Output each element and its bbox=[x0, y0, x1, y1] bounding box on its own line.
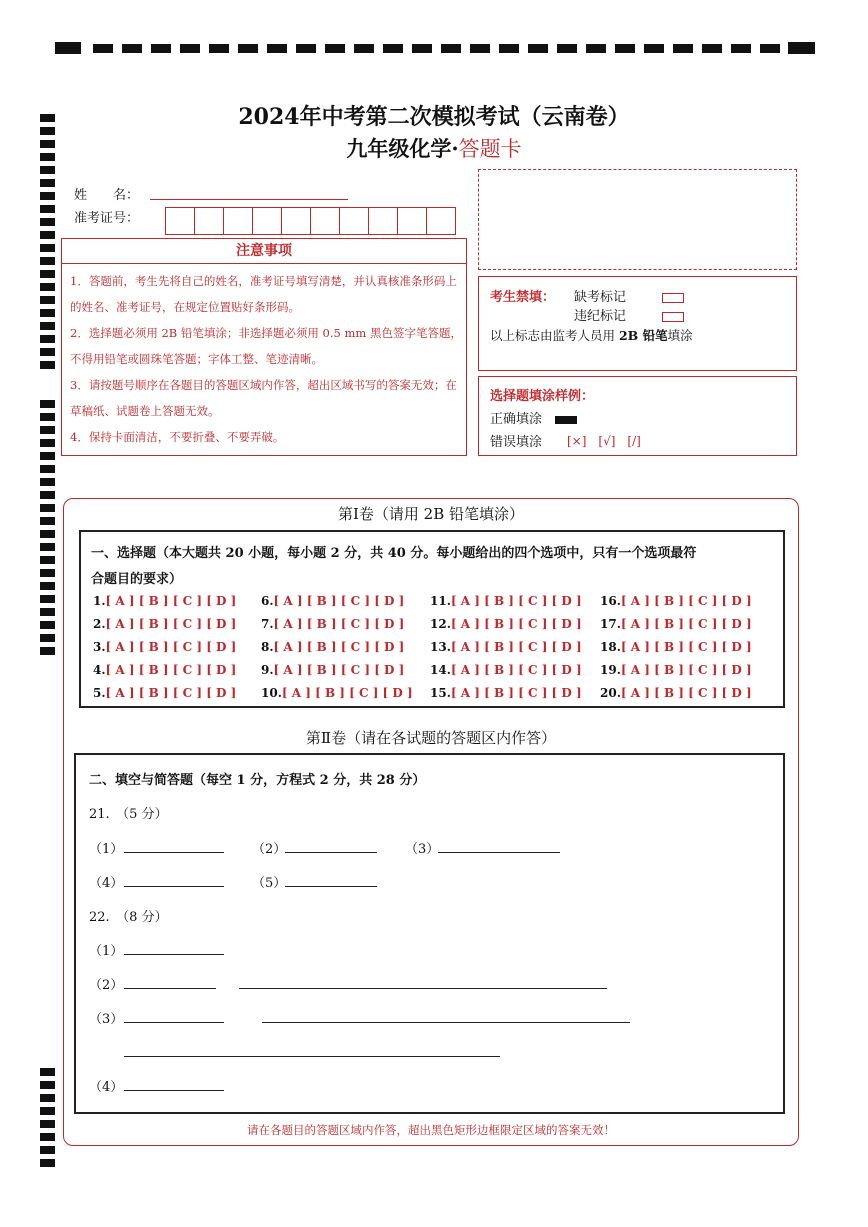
choice-number: 12. bbox=[430, 617, 451, 631]
q21-p1-label: （1） bbox=[89, 842, 124, 857]
notice-box bbox=[61, 263, 467, 456]
choice-number: 17. bbox=[600, 617, 621, 631]
barcode-area bbox=[478, 169, 797, 270]
choice-number: 7. bbox=[261, 617, 274, 631]
note-post: 填涂 bbox=[667, 328, 693, 343]
notice-item-1: 1．答题前，考生先将自己的姓名，准考证号填写清楚，并认真核准条形码上的姓名、准考证号，在规定位置贴好条形码。 bbox=[70, 274, 457, 314]
choice-row-13[interactable] bbox=[430, 640, 582, 654]
choice-row-6[interactable] bbox=[261, 594, 404, 608]
choice-options[interactable]: [ A ] [ B ] [ C ] [ D ] bbox=[105, 640, 237, 654]
choice-options[interactable]: [ A ] [ B ] [ C ] [ D ] bbox=[281, 686, 413, 700]
choice-number: 14. bbox=[430, 663, 451, 677]
part1-heading: 第Ⅰ卷（请用 2B 铅笔填涂） bbox=[337, 505, 525, 523]
choice-number: 18. bbox=[600, 640, 621, 654]
choice-options[interactable]: [ A ] [ B ] [ C ] [ D ] bbox=[450, 617, 582, 631]
notice-item-2: 2．选择题必须用 2B 铅笔填涂；非选择题必须用 0.5 mm 黑色签字笔答题，不得用铅笔或圆珠笔答题；字体工整、笔迹清晰。 bbox=[70, 326, 462, 366]
correct-fill-example bbox=[555, 409, 577, 428]
violation-label: 违纪标记 bbox=[574, 309, 627, 324]
sample-heading: 选择题填涂样例： bbox=[490, 389, 595, 404]
choice-row-11[interactable] bbox=[430, 594, 582, 608]
name-field[interactable] bbox=[150, 199, 348, 200]
choice-row-18[interactable] bbox=[600, 640, 752, 654]
q22-p4-blank[interactable] bbox=[124, 1090, 224, 1091]
page-title: 2024年中考第二次模拟考试（云南卷） bbox=[238, 104, 630, 130]
q22-p4-label: （4） bbox=[89, 1080, 124, 1095]
q21-p5-label: （5） bbox=[252, 876, 287, 891]
q21-p3-blank[interactable] bbox=[438, 852, 560, 853]
choice-number: 4. bbox=[93, 663, 106, 677]
choice-number: 1. bbox=[93, 594, 106, 608]
choice-number: 2. bbox=[93, 617, 106, 631]
timing-marks-top bbox=[55, 41, 815, 55]
choice-options[interactable]: [ A ] [ B ] [ C ] [ D ] bbox=[620, 640, 752, 654]
choice-options[interactable]: [ A ] [ B ] [ C ] [ D ] bbox=[273, 640, 405, 654]
forbidden-label: 考生禁填： bbox=[490, 290, 556, 305]
choice-options[interactable]: [ A ] [ B ] [ C ] [ D ] bbox=[273, 663, 405, 677]
q21-p4-blank[interactable] bbox=[124, 886, 224, 887]
violation-mark[interactable] bbox=[662, 306, 684, 325]
choice-row-9[interactable] bbox=[261, 663, 404, 677]
q22-p2-label: （2） bbox=[89, 978, 124, 993]
choice-number: 11. bbox=[430, 594, 451, 608]
choice-row-19[interactable] bbox=[600, 663, 752, 677]
choice-number: 19. bbox=[600, 663, 621, 677]
choice-number: 10. bbox=[261, 686, 282, 700]
choice-options[interactable]: [ A ] [ B ] [ C ] [ D ] bbox=[105, 686, 237, 700]
q22-p3-label: （3） bbox=[89, 1012, 124, 1027]
subtitle-main: 九年级化学· bbox=[346, 136, 459, 161]
choice-row-15[interactable] bbox=[430, 686, 582, 700]
correct-label: 正确填涂 bbox=[490, 412, 543, 427]
choice-number: 16. bbox=[600, 594, 621, 608]
section2-title: 二、填空与简答题（每空 1 分，方程式 2 分，共 28 分） bbox=[89, 773, 426, 788]
q21-label: 21. （5 分） bbox=[89, 807, 168, 822]
choice-number: 9. bbox=[261, 663, 274, 677]
forbidden-note bbox=[490, 326, 693, 344]
choice-instructions-2: 合题目的要求） bbox=[91, 572, 183, 587]
q22-p2-blank-a[interactable] bbox=[124, 988, 216, 989]
choice-row-17[interactable] bbox=[600, 617, 752, 631]
choice-number: 15. bbox=[430, 686, 451, 700]
absent-label: 缺考标记 bbox=[574, 290, 627, 305]
choice-row-1[interactable] bbox=[93, 594, 236, 608]
notice-item-4: 4．保持卡面清洁，不要折叠、不要弄破。 bbox=[70, 430, 285, 444]
choice-options[interactable]: [ A ] [ B ] [ C ] [ D ] bbox=[273, 594, 405, 608]
forbidden-box bbox=[478, 276, 797, 371]
q21-p2-blank[interactable] bbox=[285, 852, 377, 853]
written-answer-box bbox=[74, 753, 785, 1114]
q21-p5-blank[interactable] bbox=[285, 886, 377, 887]
choice-row-12[interactable] bbox=[430, 617, 582, 631]
q22-p2-blank-b[interactable] bbox=[239, 988, 607, 989]
choice-options[interactable]: [ A ] [ B ] [ C ] [ D ] bbox=[105, 663, 237, 677]
choice-row-14[interactable] bbox=[430, 663, 582, 677]
answer-section bbox=[63, 498, 799, 1146]
id-label: 准考证号： bbox=[74, 211, 140, 226]
wrong-label: 错误填涂 bbox=[490, 435, 543, 450]
fill-sample-box bbox=[478, 376, 797, 456]
notice-item-3: 3．请按题号顺序在各题目的答题区域内作答，超出区域书写的答案无效；在草稿纸、试题卷上答题无效。 bbox=[70, 378, 457, 418]
choice-number: 13. bbox=[430, 640, 451, 654]
q22-p3-blank-c[interactable] bbox=[124, 1056, 500, 1057]
choice-options[interactable]: [ A ] [ B ] [ C ] [ D ] bbox=[620, 686, 752, 700]
choice-options[interactable]: [ A ] [ B ] [ C ] [ D ] bbox=[450, 594, 582, 608]
choice-options[interactable]: [ A ] [ B ] [ C ] [ D ] bbox=[450, 640, 582, 654]
choice-number: 5. bbox=[93, 686, 106, 700]
choice-options[interactable]: [ A ] [ B ] [ C ] [ D ] bbox=[620, 617, 752, 631]
choice-row-4[interactable] bbox=[93, 663, 236, 677]
choice-options[interactable]: [ A ] [ B ] [ C ] [ D ] bbox=[620, 663, 752, 677]
choice-row-2[interactable] bbox=[93, 617, 236, 631]
footer-warning: 请在各题目的答题区域内作答，超出黑色矩形边框限定区域的答案无效！ bbox=[247, 1123, 615, 1137]
part2-heading: 第Ⅱ卷（请在各试题的答题区内作答） bbox=[305, 729, 557, 747]
choice-number: 3. bbox=[93, 640, 106, 654]
q22-label: 22. （8 分） bbox=[89, 910, 168, 925]
choice-number: 8. bbox=[261, 640, 274, 654]
note-bold: 2B 铅笔 bbox=[618, 328, 668, 343]
choice-row-10[interactable] bbox=[261, 686, 413, 700]
choice-row-8[interactable] bbox=[261, 640, 404, 654]
absent-mark[interactable] bbox=[662, 287, 684, 306]
choice-row-5[interactable] bbox=[93, 686, 236, 700]
page-subtitle bbox=[0, 133, 868, 163]
choice-options[interactable]: [ A ] [ B ] [ C ] [ D ] bbox=[105, 594, 237, 608]
q21-p1-blank[interactable] bbox=[124, 852, 224, 853]
choice-row-3[interactable] bbox=[93, 640, 236, 654]
name-label: 姓 名： bbox=[74, 188, 140, 203]
choice-options[interactable]: [ A ] [ B ] [ C ] [ D ] bbox=[620, 594, 752, 608]
note-pre: 以上标志由监考人员用 bbox=[490, 328, 619, 343]
choice-options[interactable]: [ A ] [ B ] [ C ] [ D ] bbox=[450, 686, 582, 700]
choice-options[interactable]: [ A ] [ B ] [ C ] [ D ] bbox=[450, 663, 582, 677]
q22-p3-blank-b[interactable] bbox=[262, 1022, 630, 1023]
choice-row-16[interactable] bbox=[600, 594, 752, 608]
subtitle-red: 答题卡 bbox=[458, 137, 522, 161]
choice-row-20[interactable] bbox=[600, 686, 752, 700]
q21-p2-label: （2） bbox=[252, 842, 287, 857]
q22-p1-blank[interactable] bbox=[124, 954, 224, 955]
choice-instructions-1: 一、选择题（本大题共 20 小题，每小题 2 分，共 40 分。每小题给出的四个选项中，只有一个选项最符 bbox=[91, 546, 697, 561]
choice-row-7[interactable] bbox=[261, 617, 404, 631]
choice-options[interactable]: [ A ] [ B ] [ C ] [ D ] bbox=[273, 617, 405, 631]
wrong-fill-examples: [×] [√] [/] bbox=[567, 434, 641, 448]
q22-p3-blank-a[interactable] bbox=[124, 1022, 224, 1023]
notice-heading: 注意事项 bbox=[61, 238, 467, 264]
choice-options[interactable]: [ A ] [ B ] [ C ] [ D ] bbox=[105, 617, 237, 631]
choice-number: 6. bbox=[261, 594, 274, 608]
choice-number: 20. bbox=[600, 686, 621, 700]
q22-p1-label: （1） bbox=[89, 944, 124, 959]
q21-p3-label: （3） bbox=[405, 842, 440, 857]
choice-box bbox=[79, 530, 785, 708]
q21-p4-label: （4） bbox=[89, 876, 124, 891]
id-number-boxes[interactable] bbox=[166, 207, 456, 235]
